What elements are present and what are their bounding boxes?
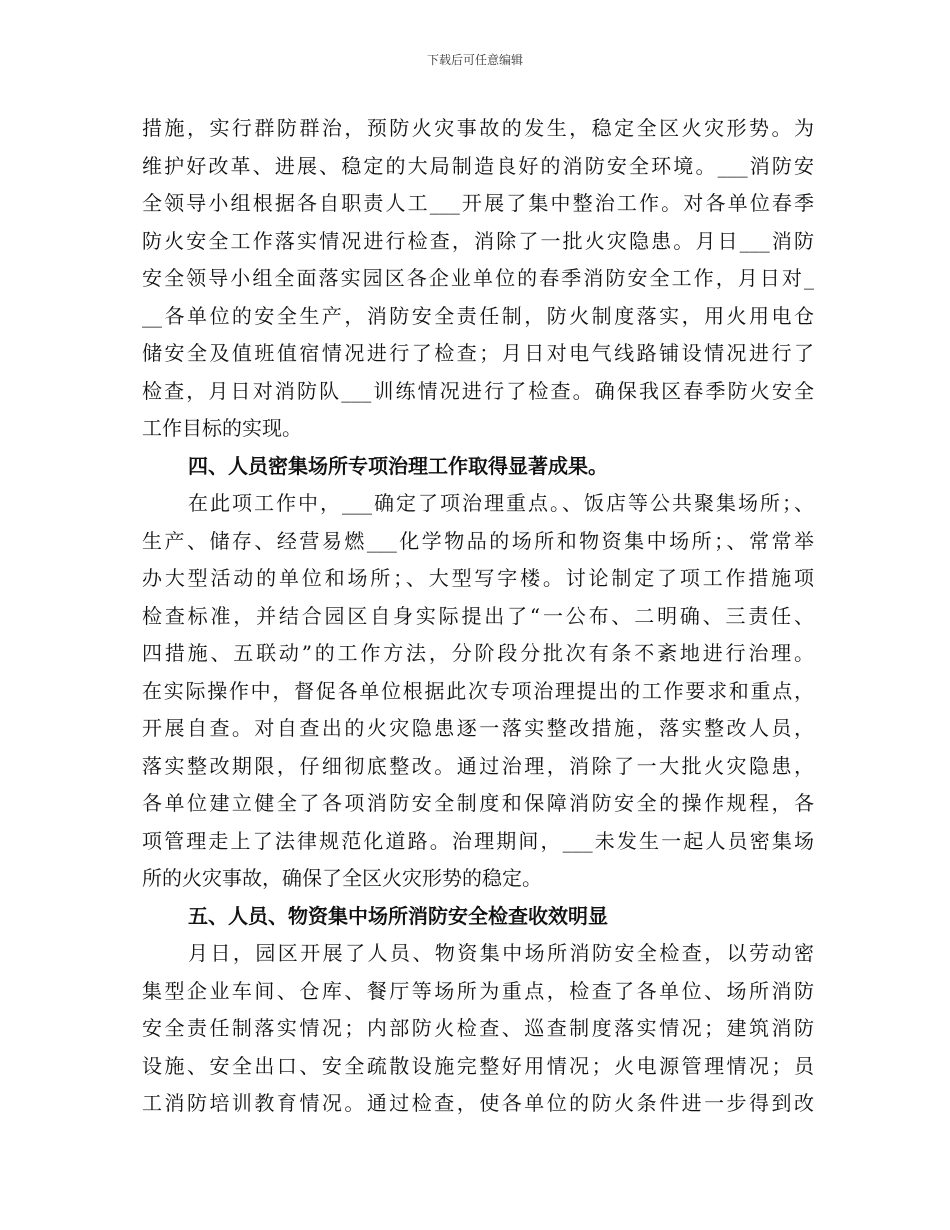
text-line: 各单位建立健全了各项消防安全制度和保障消防安全的操作规程，各 — [142, 791, 814, 815]
text-line: 安全责任制落实情况；内部防火检查、巡查制度落实情况；建筑消防 — [142, 1016, 814, 1040]
text-line: 工作目标的实现。 — [142, 416, 302, 440]
text-line: 所的火灾事故，确保了全区火灾形势的稳定。 — [142, 866, 542, 890]
text-line: 月日，园区开展了人员、物资集中场所消防安全检查，以劳动密 — [188, 941, 814, 965]
text-line: 设施、安全出口、安全疏散设施完整好用情况；火电源管理情况；员 — [142, 1053, 814, 1078]
text-line: 办大型活动的单位和场所；、大型写字楼。讨论制定了项工作措施项 — [142, 566, 814, 590]
text-line: 开展自查。对自查出的火灾隐患逐一落实整改措施，落实整改人员， — [142, 716, 814, 740]
text-line: 在此项工作中，___确定了项治理重点。、饭店等公共聚集场所；、 — [188, 491, 814, 515]
text-line: 安全领导小组全面落实园区各企业单位的春季消防安全工作，月日对_ — [142, 266, 814, 290]
text-line: 集型企业车间、仓库、餐厅等场所为重点，检查了各单位、场所消防 — [142, 978, 814, 1003]
text-line: 检查标准，并结合园区自身实际提出了“一公布、二明确、三责任、 — [142, 603, 814, 628]
text-line: 检查，月日对消防队___训练情况进行了检查。确保我区春季防火安全 — [142, 378, 814, 403]
text-line: __各单位的安全生产，消防安全责任制，防火制度落实，用火用电仓 — [142, 303, 814, 328]
page-header: 下载后可任意编辑 — [426, 53, 523, 67]
text-line: 全领导小组根据各自职责人工___开展了集中整治工作。对各单位春季 — [142, 191, 814, 215]
text-line: 四措施、五联动”的工作方法，分阶段分批次有条不紊地进行治理。 — [142, 641, 814, 665]
section-heading-5: 五、人员、物资集中场所消防安全检查收效明显 — [188, 903, 608, 928]
section-heading-4: 四、人员密集场所专项治理工作取得显著成果。 — [188, 453, 608, 478]
text-line: 落实整改期限，仔细彻底整改。通过治理，消除了一大批火灾隐患， — [142, 753, 814, 778]
text-line: 防火安全工作落实情况进行检查，消除了一批火灾隐患。月日___消防 — [142, 228, 814, 253]
document-body — [142, 110, 814, 1123]
text-line: 储安全及值班值宿情况进行了检查；月日对电气线路铺设情况进行了 — [142, 341, 814, 365]
text-line: 在实际操作中，督促各单位根据此次专项治理提出的工作要求和重点， — [142, 678, 814, 703]
text-line: 项管理走上了法律规范化道路。治理期间，___未发生一起人员密集场 — [142, 828, 814, 853]
text-line: 措施，实行群防群治，预防火灾事故的发生，稳定全区火灾形势。为 — [142, 116, 814, 140]
text-line: 维护好改革、进展、稳定的大局制造良好的消防安全环境。___消防安 — [142, 153, 814, 178]
text-line: 生产、储存、经营易燃___化学物品的场所和物资集中场所；、常常举 — [142, 528, 814, 553]
text-line: 工消防培训教育情况。通过检查，使各单位的防火条件进一步得到改 — [142, 1091, 814, 1115]
